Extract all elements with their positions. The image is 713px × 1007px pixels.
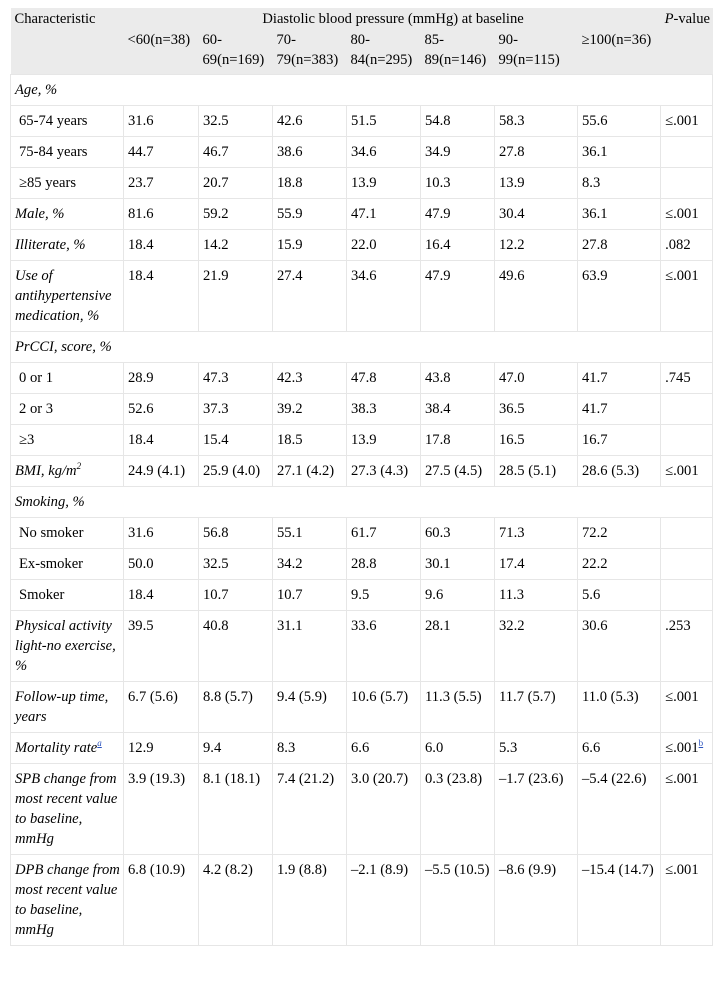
p-value-cell xyxy=(661,580,713,611)
value-cell: 50.0 xyxy=(124,549,199,580)
value-cell: 31.6 xyxy=(124,518,199,549)
p-value-cell xyxy=(661,611,713,682)
value-cell: 3.9 (19.3) xyxy=(124,764,199,855)
header-characteristic: Characteristic xyxy=(11,8,124,29)
p-value-cell xyxy=(661,261,713,332)
value-cell: 47.9 xyxy=(421,199,495,230)
row-label xyxy=(11,261,124,332)
value-cell: 1.9 (8.8) xyxy=(273,855,347,946)
value-cell: 41.7 xyxy=(578,363,661,394)
header-col-6: ≥100(n=36) xyxy=(578,29,661,75)
header-col-4: 85-89(n=146) xyxy=(421,29,495,75)
value-cell: 18.4 xyxy=(124,230,199,261)
table-row xyxy=(11,168,713,199)
value-cell: 10.7 xyxy=(199,580,273,611)
p-value-text: ≤.001 xyxy=(665,113,699,129)
baseline-characteristics-table xyxy=(10,8,713,946)
value-cell: 47.8 xyxy=(347,363,421,394)
row-label-text: Physical activity light-no exercise, % xyxy=(15,618,116,674)
value-cell: 27.8 xyxy=(495,137,578,168)
value-cell: 38.3 xyxy=(347,394,421,425)
value-cell: 27.1 (4.2) xyxy=(273,456,347,487)
value-cell: 10.3 xyxy=(421,168,495,199)
value-cell: 16.7 xyxy=(578,425,661,456)
value-cell: 4.2 (8.2) xyxy=(199,855,273,946)
header-col-5: 90-99(n=115) xyxy=(495,29,578,75)
value-cell: 40.8 xyxy=(199,611,273,682)
value-cell: 28.1 xyxy=(421,611,495,682)
section-label: Smoking, % xyxy=(11,487,713,518)
value-cell: 8.1 (18.1) xyxy=(199,764,273,855)
value-cell: 17.8 xyxy=(421,425,495,456)
value-cell: 16.5 xyxy=(495,425,578,456)
p-value-cell xyxy=(661,425,713,456)
row-label xyxy=(11,199,124,230)
row-label-text: BMI, kg/m xyxy=(15,463,77,479)
p-value-cell xyxy=(661,549,713,580)
value-cell: –5.5 (10.5) xyxy=(421,855,495,946)
value-cell: 8.8 (5.7) xyxy=(199,682,273,733)
value-cell: 28.9 xyxy=(124,363,199,394)
value-cell: 34.6 xyxy=(347,261,421,332)
value-cell: 13.9 xyxy=(347,425,421,456)
value-cell: 12.2 xyxy=(495,230,578,261)
value-cell: 60.3 xyxy=(421,518,495,549)
value-cell: 36.5 xyxy=(495,394,578,425)
value-cell: 18.4 xyxy=(124,580,199,611)
row-label-text: 2 or 3 xyxy=(19,401,54,417)
row-label-sup: 2 xyxy=(76,461,82,472)
value-cell: 20.7 xyxy=(199,168,273,199)
value-cell: 44.7 xyxy=(124,137,199,168)
p-value-text: ≤.001 xyxy=(665,206,699,222)
value-cell: 81.6 xyxy=(124,199,199,230)
value-cell: 22.0 xyxy=(347,230,421,261)
value-cell: 42.6 xyxy=(273,106,347,137)
value-cell: 28.5 (5.1) xyxy=(495,456,578,487)
value-cell: 37.3 xyxy=(199,394,273,425)
header-p-value xyxy=(661,8,713,29)
p-value-cell xyxy=(661,137,713,168)
value-cell: 8.3 xyxy=(273,733,347,764)
p-value-text: .082 xyxy=(665,237,691,253)
value-cell: 43.8 xyxy=(421,363,495,394)
row-label xyxy=(11,137,124,168)
value-cell: 30.6 xyxy=(578,611,661,682)
value-cell: 6.8 (10.9) xyxy=(124,855,199,946)
p-value-footnote-link[interactable]: b xyxy=(698,738,704,749)
value-cell: 24.9 (4.1) xyxy=(124,456,199,487)
value-cell: 34.2 xyxy=(273,549,347,580)
value-cell: 10.6 (5.7) xyxy=(347,682,421,733)
header-col-0: <60(n=38) xyxy=(124,29,199,75)
value-cell: 21.9 xyxy=(199,261,273,332)
value-cell: 56.8 xyxy=(199,518,273,549)
table-row xyxy=(11,106,713,137)
p-value-text: ≤.001 xyxy=(665,689,699,705)
value-cell: 33.6 xyxy=(347,611,421,682)
header-p-rest: -value xyxy=(673,11,710,27)
header-empty-p xyxy=(661,29,713,75)
value-cell: 55.1 xyxy=(273,518,347,549)
value-cell: 39.2 xyxy=(273,394,347,425)
table-row xyxy=(11,425,713,456)
row-label-text: Ex-smoker xyxy=(19,556,84,572)
value-cell: 18.4 xyxy=(124,425,199,456)
row-label xyxy=(11,394,124,425)
row-label-sup[interactable]: a xyxy=(97,738,102,749)
header-group-title: Diastolic blood pressure (mmHg) at baseline xyxy=(124,8,661,29)
row-label-text: Smoker xyxy=(19,587,65,603)
value-cell: 3.0 (20.7) xyxy=(347,764,421,855)
table-row xyxy=(11,230,713,261)
value-cell: 38.6 xyxy=(273,137,347,168)
table-row xyxy=(11,456,713,487)
value-cell: 47.3 xyxy=(199,363,273,394)
section-row xyxy=(11,75,713,106)
table-row xyxy=(11,682,713,733)
row-label xyxy=(11,611,124,682)
header-col-1: 60-69(n=169) xyxy=(199,29,273,75)
value-cell: 39.5 xyxy=(124,611,199,682)
section-row xyxy=(11,332,713,363)
header-col-2: 70-79(n=383) xyxy=(273,29,347,75)
value-cell: 61.7 xyxy=(347,518,421,549)
value-cell: –8.6 (9.9) xyxy=(495,855,578,946)
row-label xyxy=(11,456,124,487)
p-value-cell xyxy=(661,363,713,394)
row-label xyxy=(11,733,124,764)
value-cell: 27.5 (4.5) xyxy=(421,456,495,487)
p-value-text: .745 xyxy=(665,370,691,386)
value-cell: 15.4 xyxy=(199,425,273,456)
value-cell: 31.1 xyxy=(273,611,347,682)
value-cell: 18.4 xyxy=(124,261,199,332)
value-cell: 27.8 xyxy=(578,230,661,261)
row-label xyxy=(11,230,124,261)
table-header xyxy=(11,8,713,75)
value-cell: 22.2 xyxy=(578,549,661,580)
table-row xyxy=(11,363,713,394)
value-cell: 17.4 xyxy=(495,549,578,580)
value-cell: 9.5 xyxy=(347,580,421,611)
p-value-text: ≤.001 xyxy=(665,862,699,878)
table-row xyxy=(11,199,713,230)
p-value-cell xyxy=(661,855,713,946)
value-cell: 8.3 xyxy=(578,168,661,199)
table-row xyxy=(11,733,713,764)
row-label-text: Male, % xyxy=(15,206,65,222)
value-cell: 52.6 xyxy=(124,394,199,425)
row-label xyxy=(11,106,124,137)
table-row xyxy=(11,580,713,611)
value-cell: 11.0 (5.3) xyxy=(578,682,661,733)
value-cell: 9.4 xyxy=(199,733,273,764)
p-value-cell xyxy=(661,168,713,199)
value-cell: 25.9 (4.0) xyxy=(199,456,273,487)
value-cell: –2.1 (8.9) xyxy=(347,855,421,946)
value-cell: 49.6 xyxy=(495,261,578,332)
value-cell: 47.9 xyxy=(421,261,495,332)
value-cell: 34.9 xyxy=(421,137,495,168)
p-value-cell xyxy=(661,682,713,733)
value-cell: –15.4 (14.7) xyxy=(578,855,661,946)
value-cell: 16.4 xyxy=(421,230,495,261)
value-cell: 13.9 xyxy=(347,168,421,199)
value-cell: 59.2 xyxy=(199,199,273,230)
value-cell: 32.5 xyxy=(199,549,273,580)
value-cell: 41.7 xyxy=(578,394,661,425)
row-label-text: SPB change from most recent value to baseline, mmHg xyxy=(15,771,118,847)
value-cell: 0.3 (23.8) xyxy=(421,764,495,855)
value-cell: 55.9 xyxy=(273,199,347,230)
value-cell: 11.3 (5.5) xyxy=(421,682,495,733)
row-label xyxy=(11,764,124,855)
table-row xyxy=(11,549,713,580)
value-cell: 54.8 xyxy=(421,106,495,137)
section-row xyxy=(11,487,713,518)
value-cell: 18.5 xyxy=(273,425,347,456)
value-cell: 51.5 xyxy=(347,106,421,137)
value-cell: 38.4 xyxy=(421,394,495,425)
value-cell: 5.3 xyxy=(495,733,578,764)
value-cell: 58.3 xyxy=(495,106,578,137)
value-cell: 47.0 xyxy=(495,363,578,394)
table-row xyxy=(11,855,713,946)
p-value-text: ≤.001 xyxy=(665,268,699,284)
row-label-text: DPB change from most recent value to baseline, mmHg xyxy=(15,862,120,938)
value-cell: 32.2 xyxy=(495,611,578,682)
value-cell: 9.4 (5.9) xyxy=(273,682,347,733)
p-value-cell xyxy=(661,199,713,230)
value-cell: 42.3 xyxy=(273,363,347,394)
row-label xyxy=(11,855,124,946)
value-cell: 32.5 xyxy=(199,106,273,137)
table-row xyxy=(11,394,713,425)
row-label-text: No smoker xyxy=(19,525,84,541)
value-cell: 11.3 xyxy=(495,580,578,611)
p-value-cell xyxy=(661,106,713,137)
row-label-text: ≥85 years xyxy=(19,175,77,191)
value-cell: 11.7 (5.7) xyxy=(495,682,578,733)
value-cell: 28.8 xyxy=(347,549,421,580)
value-cell: 7.4 (21.2) xyxy=(273,764,347,855)
table-row xyxy=(11,261,713,332)
p-value-cell xyxy=(661,456,713,487)
p-value-cell xyxy=(661,733,713,764)
value-cell: 13.9 xyxy=(495,168,578,199)
row-label-text: 75-84 years xyxy=(19,144,88,160)
row-label xyxy=(11,168,124,199)
row-label xyxy=(11,425,124,456)
value-cell: 28.6 (5.3) xyxy=(578,456,661,487)
value-cell: 30.4 xyxy=(495,199,578,230)
value-cell: 36.1 xyxy=(578,137,661,168)
p-value-text: ≤.001 xyxy=(665,740,699,756)
row-label xyxy=(11,363,124,394)
section-label: Age, % xyxy=(11,75,713,106)
row-label-text: Mortality rate xyxy=(15,740,98,756)
p-value-cell xyxy=(661,518,713,549)
value-cell: 18.8 xyxy=(273,168,347,199)
value-cell: 10.7 xyxy=(273,580,347,611)
value-cell: 6.0 xyxy=(421,733,495,764)
value-cell: 23.7 xyxy=(124,168,199,199)
table-row xyxy=(11,764,713,855)
row-label-text: Follow-up time, years xyxy=(15,689,109,725)
value-cell: –5.4 (22.6) xyxy=(578,764,661,855)
row-label xyxy=(11,549,124,580)
header-p-italic: P xyxy=(664,11,674,27)
value-cell: 63.9 xyxy=(578,261,661,332)
value-cell: 30.1 xyxy=(421,549,495,580)
p-value-cell xyxy=(661,764,713,855)
value-cell: 36.1 xyxy=(578,199,661,230)
row-label xyxy=(11,580,124,611)
value-cell: 15.9 xyxy=(273,230,347,261)
row-label xyxy=(11,682,124,733)
row-label-text: Use of antihypertensive medication, % xyxy=(15,268,112,324)
row-label-text: Illiterate, % xyxy=(15,237,86,253)
row-label-text: 65-74 years xyxy=(19,113,88,129)
value-cell: 5.6 xyxy=(578,580,661,611)
value-cell: 72.2 xyxy=(578,518,661,549)
value-cell: 27.4 xyxy=(273,261,347,332)
section-label: PrCCI, score, % xyxy=(11,332,713,363)
p-value-text: ≤.001 xyxy=(665,463,699,479)
table-row xyxy=(11,137,713,168)
table-row xyxy=(11,611,713,682)
value-cell: 46.7 xyxy=(199,137,273,168)
value-cell: 14.2 xyxy=(199,230,273,261)
value-cell: 6.6 xyxy=(347,733,421,764)
header-col-3: 80-84(n=295) xyxy=(347,29,421,75)
value-cell: 34.6 xyxy=(347,137,421,168)
value-cell: –1.7 (23.6) xyxy=(495,764,578,855)
value-cell: 47.1 xyxy=(347,199,421,230)
value-cell: 6.6 xyxy=(578,733,661,764)
value-cell: 27.3 (4.3) xyxy=(347,456,421,487)
value-cell: 71.3 xyxy=(495,518,578,549)
value-cell: 9.6 xyxy=(421,580,495,611)
p-value-cell xyxy=(661,394,713,425)
table-body xyxy=(11,75,713,946)
value-cell: 55.6 xyxy=(578,106,661,137)
value-cell: 12.9 xyxy=(124,733,199,764)
row-label xyxy=(11,518,124,549)
value-cell: 6.7 (5.6) xyxy=(124,682,199,733)
p-value-cell xyxy=(661,230,713,261)
table-row xyxy=(11,518,713,549)
row-label-text: 0 or 1 xyxy=(19,370,54,386)
row-label-text: ≥3 xyxy=(19,432,35,448)
p-value-text: .253 xyxy=(665,618,691,634)
header-empty xyxy=(11,29,124,75)
p-value-text: ≤.001 xyxy=(665,771,699,787)
value-cell: 31.6 xyxy=(124,106,199,137)
